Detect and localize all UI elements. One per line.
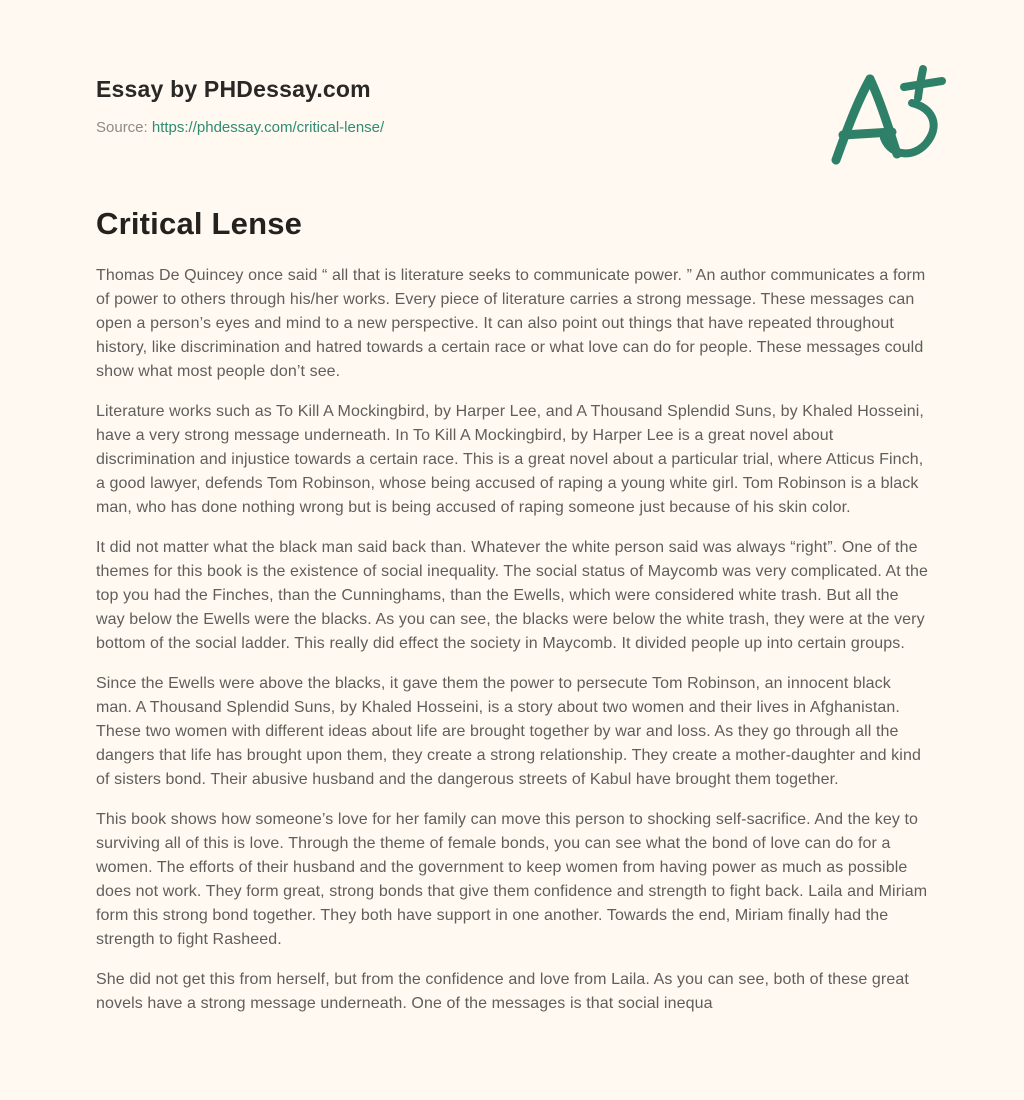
source-label: Source: [96,119,148,136]
a-plus-logo-icon [820,62,948,168]
essay-paragraph: Since the Ewells were above the blacks, it gave them the power to persecute Tom Robinson, an innocent black man. A Thousand Splendid Suns, by Khaled Hosseini, is a story about two women and their lives in Afghanistan. These two women with different ideas about life are brought together by war and loss. As they go through all the dangers that life has brought upon them, they create a strong relationship. They create a mother-daughter and kind of sisters bond. Their abusive husband and the dangerous streets of Kabul have brought them together. [96,675,921,788]
essay-title: Critical Lense [96,206,303,241]
essay-body [96,264,928,1016]
source-url-link[interactable]: https://phdessay.com/critical-lense/ [151,119,385,136]
site-header-title: Essay by PHDessay.com [96,76,371,102]
essay-paragraph: Literature works such as To Kill A Mockingbird, by Harper Lee, and A Thousand Splendid Suns, by Khaled Hosseini, have a very strong message underneath. In To Kill A Mockingbird, by Harper Lee is a great novel about discrimination and injustice towards a certain race. This is a great novel about a particular trial, where Atticus Finch, a good lawyer, defends Tom Robinson, whose being accused of raping a young white girl. Tom Robinson is a black man, who has done nothing wrong but is being accused of raping someone just because of his skin color. [96,403,924,516]
essay-paragraph: She did not get this from herself, but from the confidence and love from Laila. As you can see, both of these great novels have a strong message underneath. One of the messages is that social inequa [96,971,909,1012]
source-line [96,119,928,136]
essay-paragraph: It did not matter what the black man said back than. Whatever the white person said was always “right”. One of the themes for this book is the existence of social inequality. The social status of Maycomb was very complicated. At the top you had the Finches, than the Cunninghams, than the Ewells, which were considered white trash. But all the way below the Ewells were the blacks. As you can see, the blacks were below the white trash, they were at the very bottom of the social ladder. This really did effect the society in Maycomb. It divided people up into certain groups. [96,539,928,652]
essay-paragraph: This book shows how someone’s love for her family can move this person to shocking self-sacrifice. And the key to surviving all of this is love. Through the theme of female bonds, you can see what the bond of love can do for a women. The efforts of their husband and the government to keep women from having power as much as possible does not work. They form great, strong bonds that give them confidence and strength to fight back. Laila and Miriam form this strong bond together. They both have support in one another. Towards the end, Miriam finally had the strength to fight Rasheed. [96,811,928,948]
essay-paragraph: Thomas De Quincey once said “ all that is literature seeks to communicate power. ” An author communicates a form of power to others through his/her works. Every piece of literature carries a strong message. These messages can open a person’s eyes and mind to a new perspective. It can also point out things that have repeated throughout history, like discrimination and hatred towards a certain race or what love can do for people. These messages could show what most people don’t see. [96,267,926,380]
